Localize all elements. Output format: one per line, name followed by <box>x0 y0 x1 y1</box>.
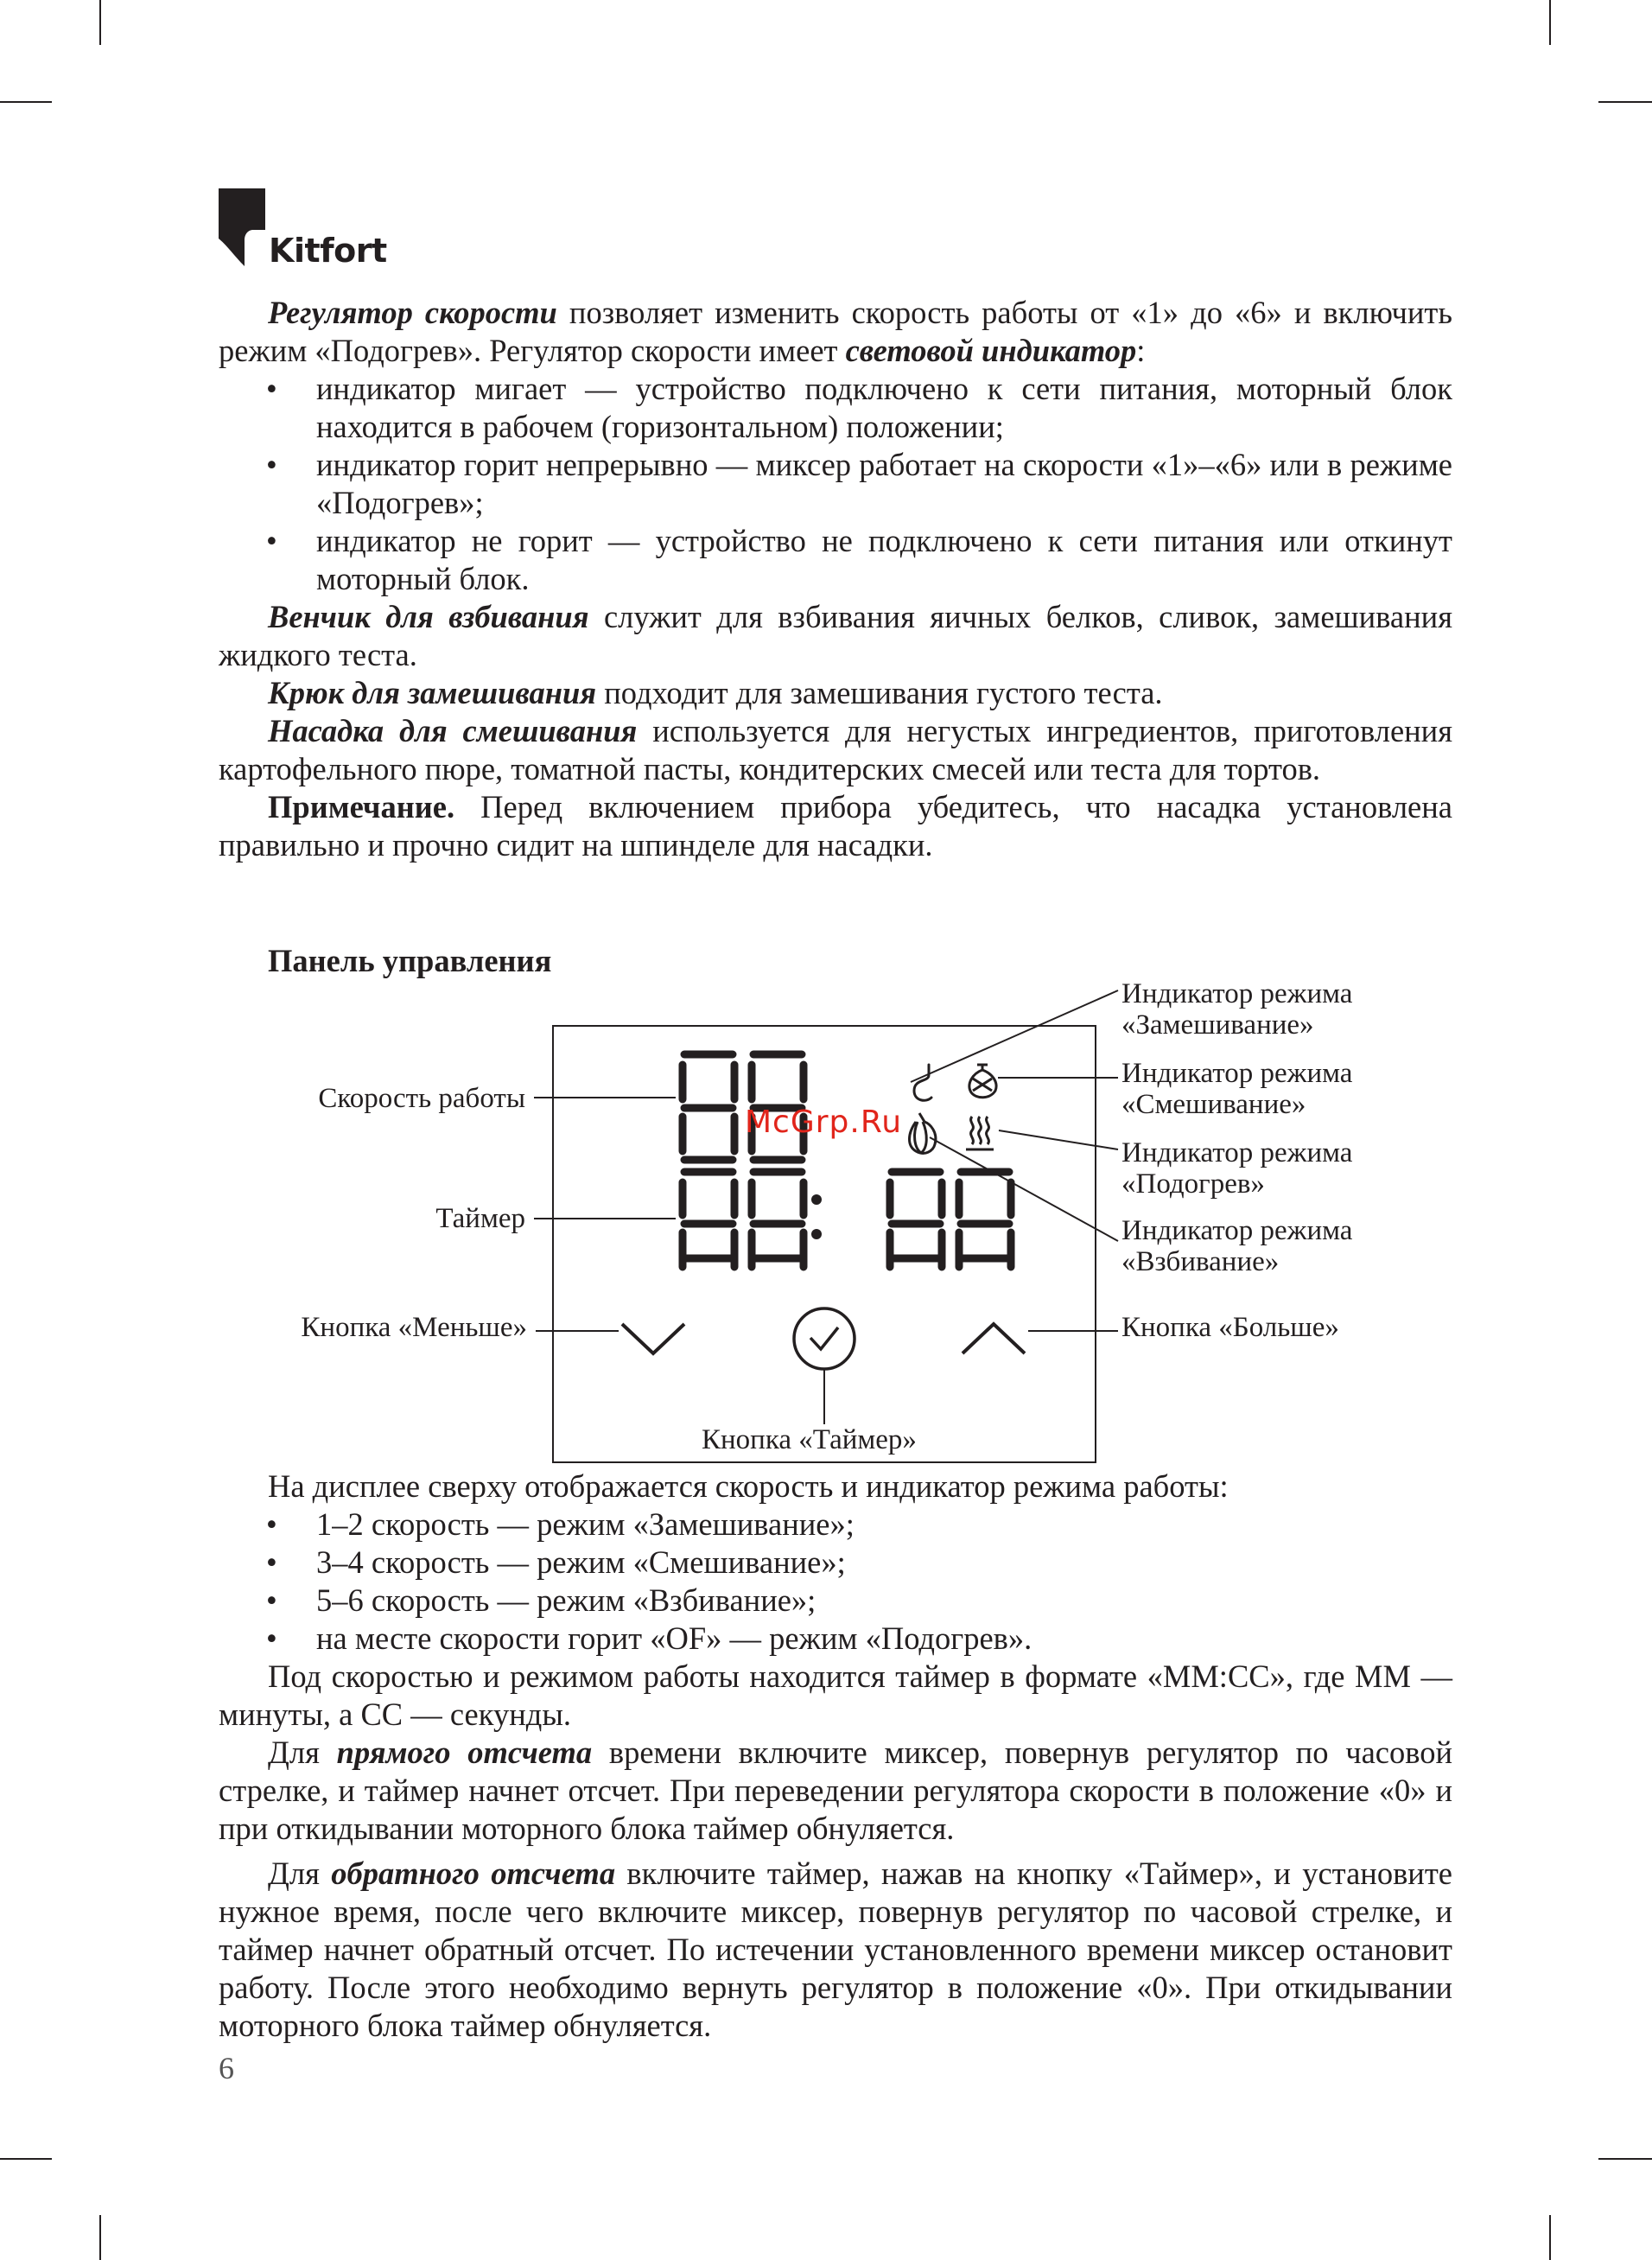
crop-mark <box>1549 0 1551 45</box>
crop-mark <box>1598 2158 1652 2160</box>
heating-icon <box>966 1117 994 1149</box>
mixer-attachment-paragraph: Насадка для смешивания используется для негустых ингредиентов, приготовления картофельного пюре, томатной пасты, кондитерских смесей или теста для тортов. <box>219 713 1452 786</box>
list-item: • на месте скорости горит «OF» — режим «Подогрев». <box>266 1620 1032 1656</box>
mix-indicator-label: Индикатор режима «Смешивание» <box>1121 1058 1353 1120</box>
more-button-label: Кнопка «Больше» <box>1121 1312 1339 1343</box>
heat-indicator-label: Индикатор режима «Подогрев» <box>1121 1137 1353 1200</box>
more-button[interactable] <box>963 1324 1025 1353</box>
panel-heading: Панель управления <box>268 943 552 978</box>
whisk-paragraph: Венчик для взбивания служит для взбивания яичных белков, сливок, замешивания жидкого теста. <box>219 599 1452 672</box>
list-item: • 1–2 скорость — режим «Замешивание»; <box>266 1506 855 1542</box>
kitfort-logo <box>217 187 390 282</box>
list-item: • 3–4 скорость — режим «Смешивание»; <box>266 1544 846 1580</box>
beater-icon <box>969 1065 996 1098</box>
crop-mark <box>0 2158 52 2160</box>
hook-icon <box>914 1065 931 1100</box>
display-paragraph: На дисплее сверху отображается скорость и индикатор режима работы: <box>268 1468 1229 1504</box>
brand-name: Kitfort <box>269 232 387 270</box>
less-button-label: Кнопка «Меньше» <box>301 1312 527 1343</box>
control-panel-diagram <box>0 968 1652 1469</box>
list-item: • индикатор мигает — устройство подключено к сети питания, моторный блок находится в рабочем (горизонтальном) положении; <box>266 371 1452 444</box>
intro-section <box>219 294 1452 864</box>
whisk-indicator-label: Индикатор режима «Взбивание» <box>1121 1215 1353 1277</box>
display-description-section <box>219 1467 1452 2045</box>
list-item: • 5–6 скорость — режим «Взбивание»; <box>266 1582 816 1618</box>
crop-mark <box>1598 101 1652 103</box>
knead-indicator-label: Индикатор режима «Замешивание» <box>1121 978 1353 1041</box>
speed-label: Скорость работы <box>318 1083 525 1114</box>
watermark: McGrp.Ru <box>745 1105 903 1140</box>
timer-button-label: Кнопка «Таймер» <box>702 1424 917 1455</box>
speed-regulator-paragraph: Регулятор скорости позволяет изменить скорость работы от «1» до «6» и включить режим «Подогрев». Регулятор скорости имеет световой индикатор: <box>219 295 1452 368</box>
less-button[interactable] <box>622 1324 684 1353</box>
countdown-paragraph: Для обратного отсчета включите таймер, нажав на кнопку «Таймер», и установите нужное время, после чего включите миксер, повернув регулятор по часовой стрелке, и таймер начнет обратный отсчет. По истечении установленного времени миксер остановит работу. После этого необходимо вернуть регулятор в положение «0». При откидывании моторного блока таймер обнуляется. <box>219 1856 1452 2043</box>
timer-colon-dot <box>811 1229 822 1239</box>
timer-display <box>683 1172 1011 1267</box>
whisk-icon <box>910 1113 936 1153</box>
count-up-paragraph: Для прямого отсчета времени включите миксер, повернув регулятор по часовой стрелке, и таймер начнет отсчет. При переведении регулятора скорости в положение «0» и при откидывании моторного блока таймер обнуляется. <box>219 1735 1452 1846</box>
list-item: • индикатор не горит — устройство не подключено к сети питания или откинут моторный блок. <box>266 523 1452 596</box>
crop-mark <box>0 101 52 103</box>
leader-lines <box>534 990 1118 1424</box>
page-number: 6 <box>219 2051 234 2085</box>
crop-mark <box>99 0 101 45</box>
kitfort-logo-mark <box>217 187 269 273</box>
timer-format-paragraph: Под скоростью и режимом работы находится таймер в формате «ММ:СС», где ММ — минуты, а СС — секунды. <box>219 1658 1452 1732</box>
crop-mark <box>99 2215 101 2260</box>
crop-mark <box>1549 2215 1551 2260</box>
timer-button[interactable] <box>794 1308 855 1369</box>
note-paragraph: Примечание. Перед включением прибора убедитесь, что насадка установлена правильно и прочно сидит на шпинделе для насадки. <box>219 789 1452 863</box>
timer-colon-dot <box>811 1194 822 1205</box>
timer-label: Таймер <box>435 1203 525 1234</box>
hook-paragraph: Крюк для замешивания подходит для замешивания густого теста. <box>268 675 1163 710</box>
list-item: • индикатор горит непрерывно — миксер работает на скорости «1»–«6» или в режиме «Подогрев»; <box>266 447 1452 520</box>
